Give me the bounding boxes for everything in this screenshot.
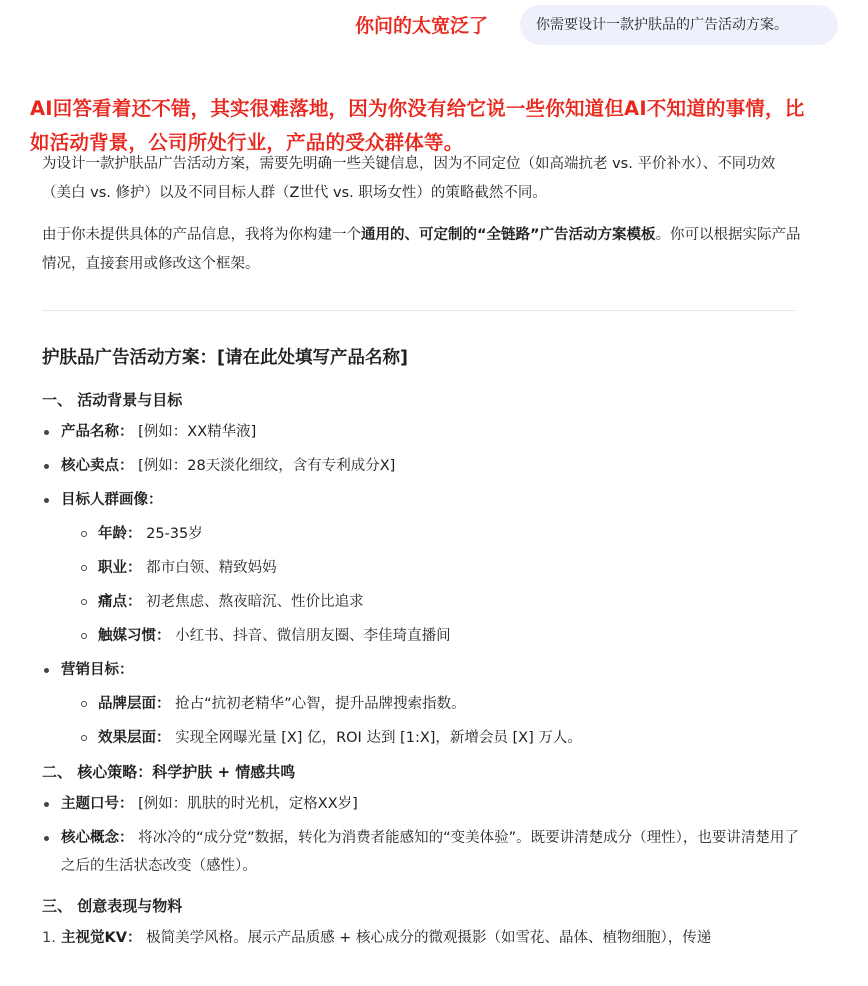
section-heading-3: 三、 创意表现与物料 — [42, 897, 183, 915]
intro-paragraph-2: 由于你未提供具体的产品信息，我将为你构建一个通用的、可定制的“全链路”广告活动方案模板。你可以根据实际产品情况，直接套用或修改这个框架。 — [42, 227, 801, 272]
sub-list-item: 职业： 都市白领、精致妈妈 — [61, 554, 802, 582]
annotation-explanation: AI回答看着还不错，其实很难落地，因为你没有给它说一些你知道但AI不知道的事情，比如活动背景，公司所处行业，产品的受众群体等。 — [30, 97, 805, 154]
list-item-goals: 营销目标： 品牌层面： 抢占“抗初老精华”心智，提升品牌搜索指数。 效果层面： 实现全网曝光量 [X] 亿，ROI 达到 [1:X]，新增会员 [X] 万人。 — [42, 656, 802, 752]
sub-list-item: 痛点： 初老焦虑、熬夜暗沉、性价比追求 — [61, 588, 802, 616]
sub-list-item: 品牌层面： 抢占“抗初老精华”心智，提升品牌搜索指数。 — [61, 690, 802, 718]
section-heading-2: 二、 核心策略：科学护肤 + 情感共鸣 — [42, 763, 296, 781]
user-message-text: 你需要设计一款护肤品的广告活动方案。 — [536, 17, 788, 33]
sub-list-item: 效果层面： 实现全网曝光量 [X] 亿，ROI 达到 [1:X]，新增会员 [X] 万人。 — [61, 724, 802, 752]
divider — [42, 310, 795, 311]
list-item: 产品名称： [例如：XX精华液] — [42, 418, 802, 446]
list-item: 主题口号： [例如：肌肤的时光机，定格XX岁] — [42, 790, 802, 818]
sub-list-item: 年龄： 25-35岁 — [61, 520, 802, 548]
user-message-bubble — [520, 5, 838, 45]
section-heading-1: 一、 活动背景与目标 — [42, 391, 183, 409]
template-emphasis: 通用的、可定制的“全链路”广告活动方案模板 — [361, 227, 656, 243]
annotation-too-broad: 你问的太宽泛了 — [355, 15, 489, 37]
list-item: 核心卖点： [例如：28天淡化细纹，含有专利成分X] — [42, 452, 802, 480]
section-2-list — [42, 790, 802, 880]
sub-list-item: 触媒习惯： 小红书、抖音、微信朋友圈、李佳琦直播间 — [61, 622, 802, 650]
persona-sublist — [61, 520, 802, 650]
ai-response — [42, 150, 802, 952]
plan-title: 护肤品广告活动方案：[请在此处填写产品名称] — [42, 348, 408, 368]
section-1-list — [42, 418, 802, 752]
ordered-list-item: 1. 主视觉KV： 极简美学风格。展示产品质感 + 核心成分的微观摄影（如雪花、晶体、植物细胞），传递 — [42, 930, 712, 946]
section-3-list — [42, 924, 802, 952]
goals-sublist — [61, 690, 802, 752]
list-item-persona: 目标人群画像： 年龄： 25-35岁 职业： 都市白领、精致妈妈 痛点： 初老焦虑、熬夜暗沉、性价比追求 触媒习惯： 小红书、抖音、微信朋友圈、李佳琦直播间 — [42, 486, 802, 650]
intro-paragraph-1: 为设计一款护肤品广告活动方案，需要先明确一些关键信息，因为不同定位（如高端抗老 vs. 平价补水）、不同功效（美白 vs. 修护）以及不同目标人群（Z世代 vs. 职场女性）的策略截然不同。 — [42, 156, 776, 201]
list-item: 核心概念： 将冰冷的“成分党”数据，转化为消费者能感知的“变美体验”。既要讲清楚成分（理性），也要讲清楚用了之后的生活状态改变（感性）。 — [42, 824, 802, 880]
